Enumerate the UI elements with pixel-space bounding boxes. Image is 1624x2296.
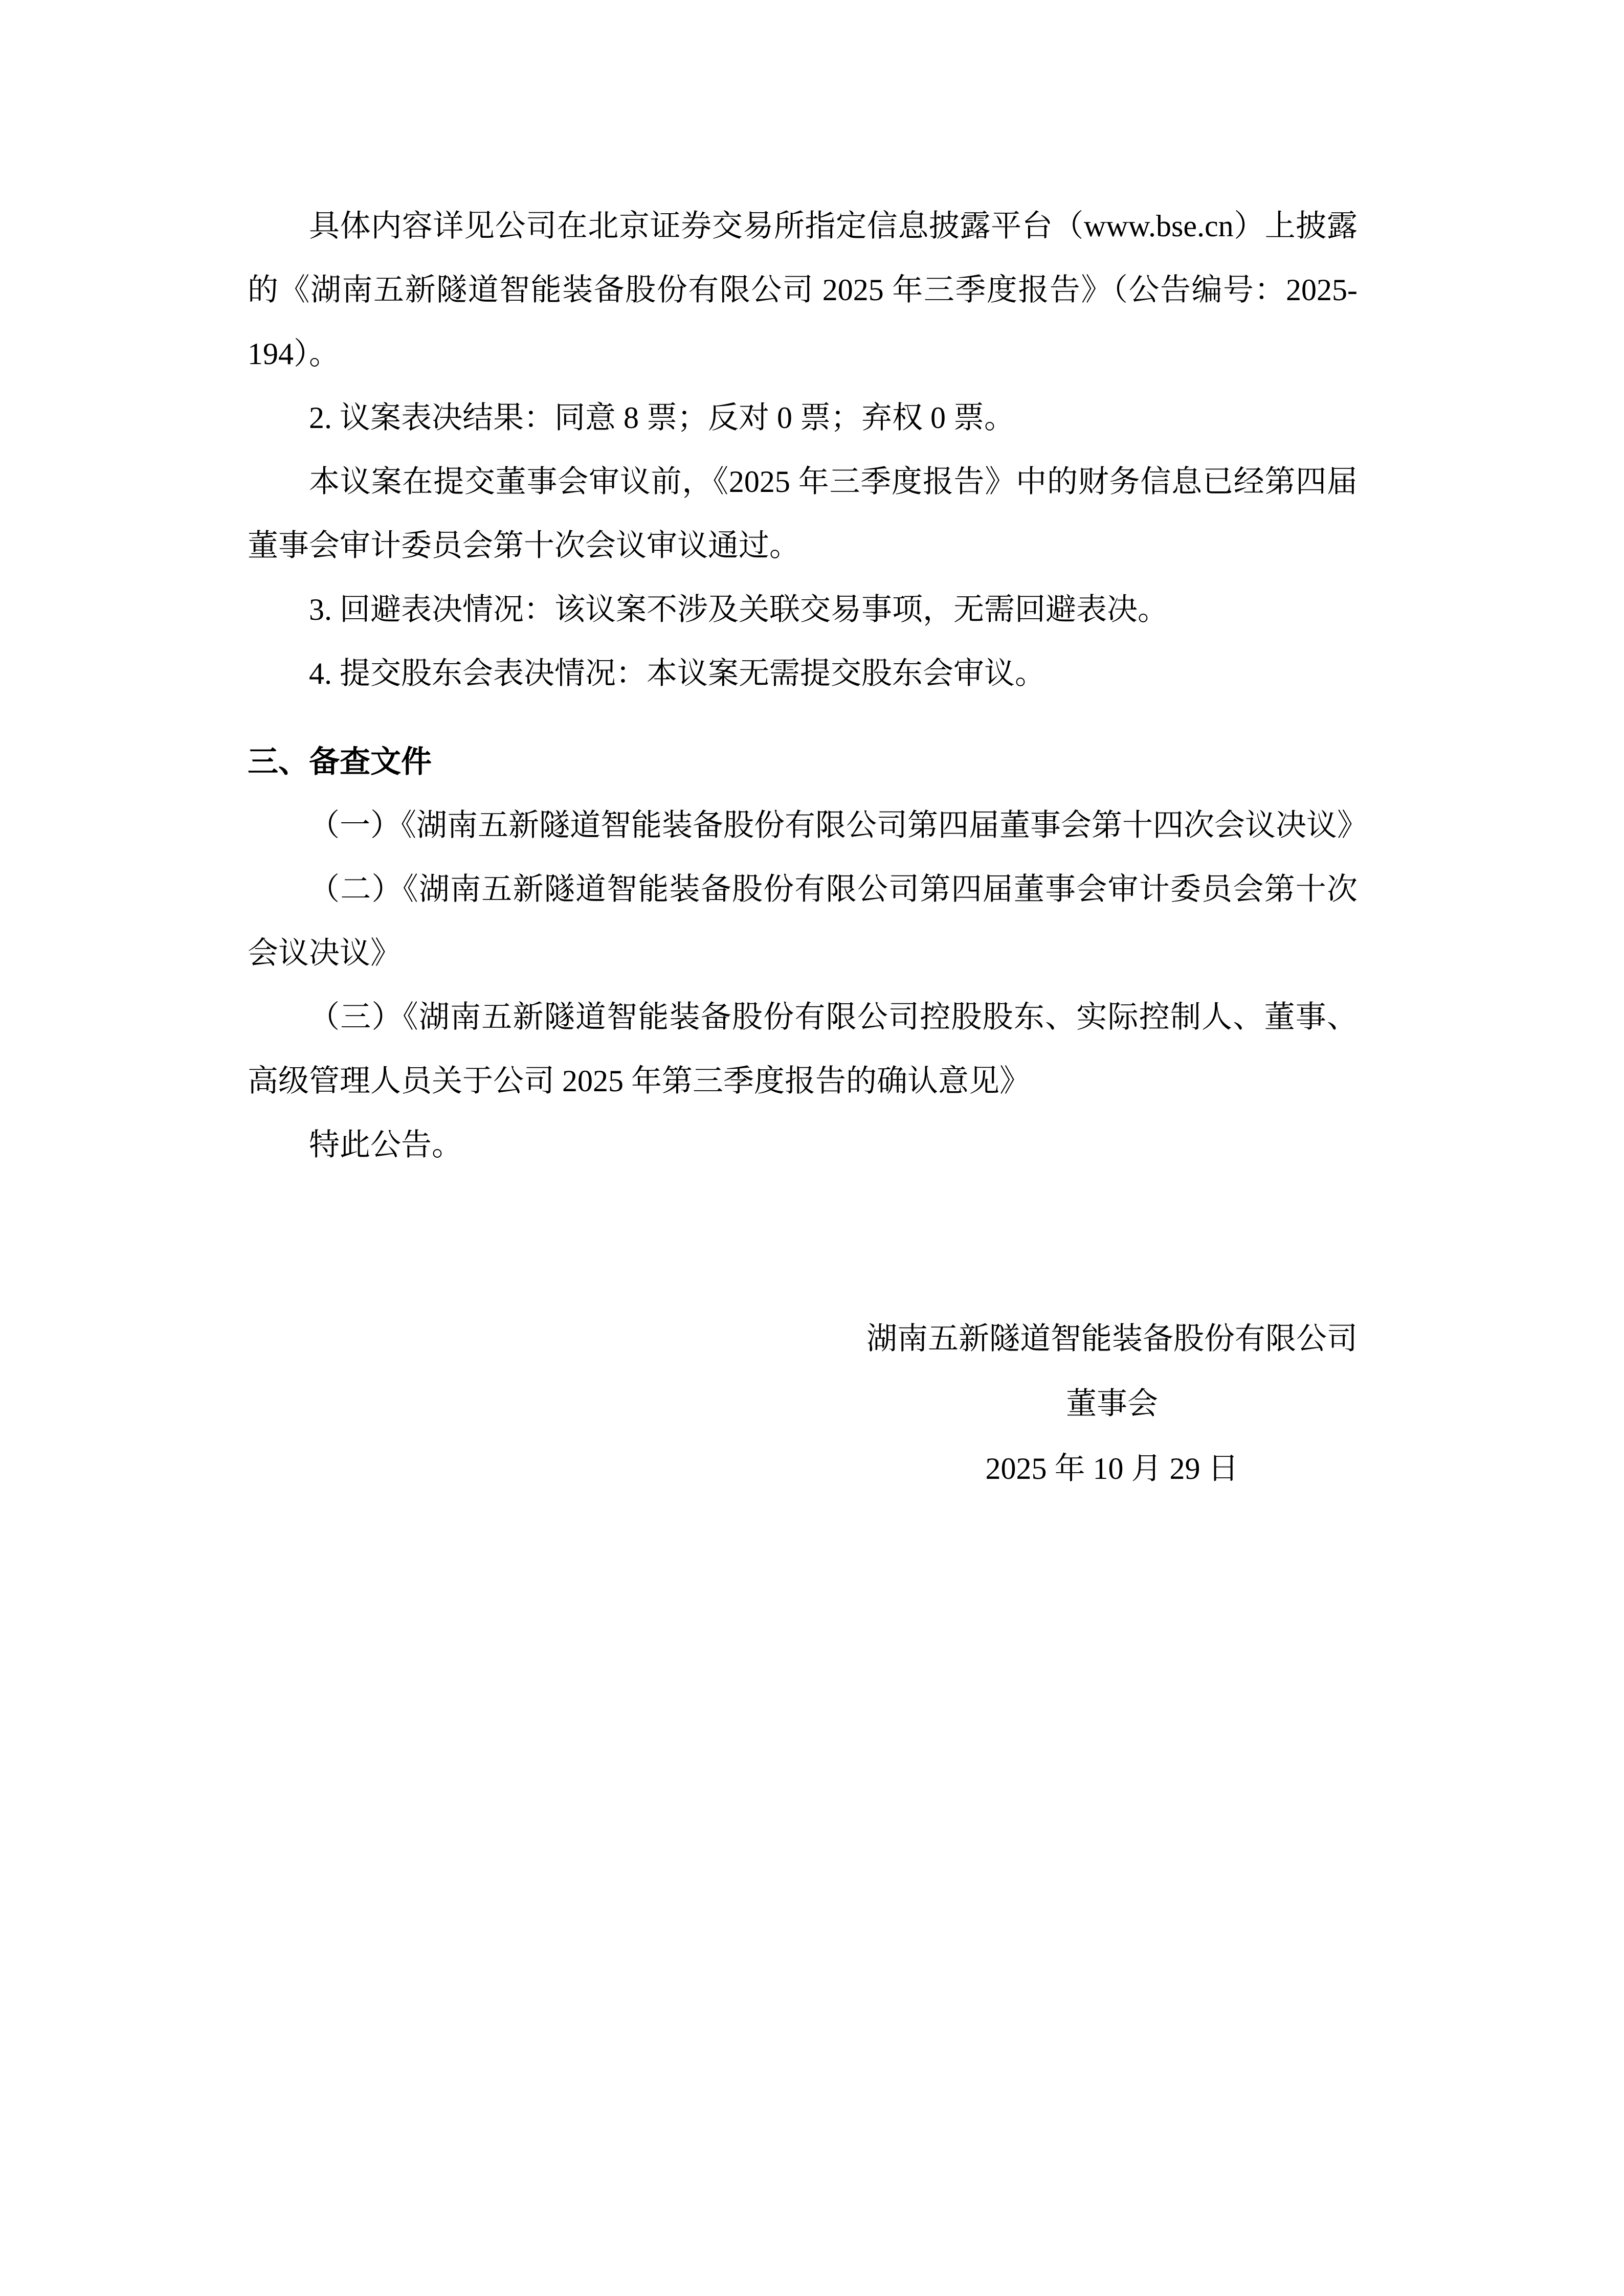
para-reference-doc-1: （一）《湖南五新隧道智能装备股份有限公司第四届董事会第十四次会议决议》 xyxy=(309,808,1368,842)
signature-spacer xyxy=(248,1177,1358,1307)
heading-reference-documents: 三、备查文件 xyxy=(248,745,432,779)
signature-company-name: 湖南五新隧道智能装备股份有限公司 xyxy=(866,1322,1358,1356)
para-reference-doc-2: （二）《湖南五新隧道智能装备股份有限公司第四届董事会审计委员会第十次会议决议》 xyxy=(248,872,1358,970)
announcement-body xyxy=(248,194,1368,1501)
signature-date: 2025 年 10 月 29 日 xyxy=(985,1452,1239,1485)
para-disclosure-detail: 具体内容详见公司在北京证券交易所指定信息披露平台（www.bse.cn）上披露的《湖南五新隧道智能装备股份有限公司 2025 年三季度报告》（公告编号：2025-194）。 xyxy=(248,209,1358,371)
para-reference-doc-3: （三）《湖南五新隧道智能装备股份有限公司控股股东、实际控制人、董事、高级管理人员关于公司 2025 年第三季度报告的确认意见》 xyxy=(248,1000,1358,1098)
para-closing-announcement: 特此公告。 xyxy=(309,1128,462,1162)
para-shareholder-submission: 4. 提交股东会表决情况：本议案无需提交股东会审议。 xyxy=(309,657,1045,690)
signature-board: 董事会 xyxy=(1066,1387,1158,1421)
signature-block xyxy=(866,1307,1358,1501)
para-recusal-status: 3. 回避表决情况：该议案不涉及关联交易事项，无需回避表决。 xyxy=(309,593,1168,626)
para-pre-review: 本议案在提交董事会审议前，《2025 年三季度报告》中的财务信息已经第四届董事会审计委员会第十次会议审议通过。 xyxy=(248,465,1358,562)
para-vote-result: 2. 议案表决结果：同意 8 票；反对 0 票；弃权 0 票。 xyxy=(309,401,1015,435)
